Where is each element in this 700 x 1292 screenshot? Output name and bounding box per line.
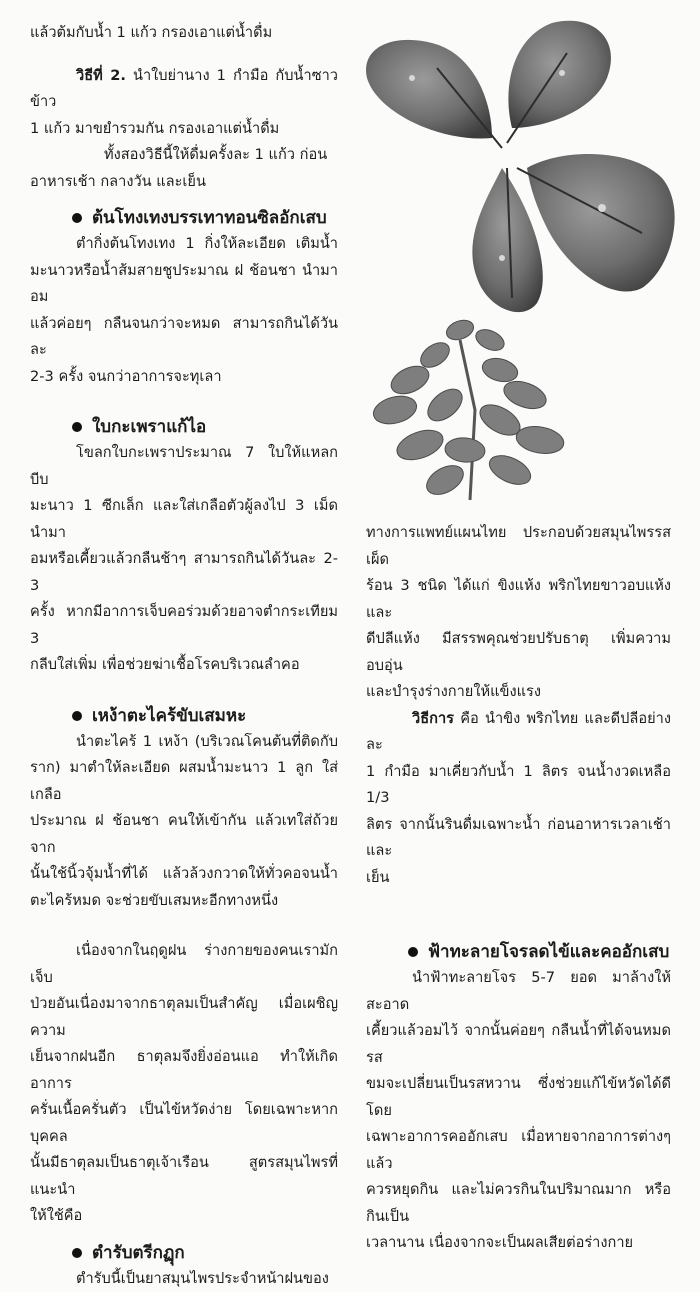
body-line: ครั้ง หากมีอาการเจ็บคอร่วมด้วยอาจตำกระเทียม 3 bbox=[30, 599, 338, 652]
body-line: มะนาว 1 ซีกเล็ก และใส่เกลือตัวผู้ลงไป 3 เม็ด นำมา bbox=[30, 493, 338, 546]
body-line: นำฟ้าทะลายโจร 5-7 ยอด มาล้างให้สะอาด bbox=[366, 965, 671, 1018]
body-line: ขมจะเปลี่ยนเป็นรสหวาน ซึ่งช่วยแก้ไข้หวัดได้ดี โดย bbox=[366, 1071, 671, 1124]
body-line: 2-3 ครั้ง จนกว่าอาการจะทุเลา bbox=[30, 364, 338, 391]
mint-sprig-photo bbox=[350, 300, 590, 515]
method-label: วิธีการ bbox=[412, 710, 454, 727]
basil-leaves-photo bbox=[352, 18, 682, 318]
bullet-icon bbox=[72, 213, 82, 223]
body-line: นั้นมีธาตุลมเป็นธาตุเจ้าเรือน สูตรสมุนไพรที่แนะนำ bbox=[30, 1150, 338, 1203]
body-line: ตะไคร้หมด จะช่วยขับเสมหะอีกทางหนึ่ง bbox=[30, 888, 338, 915]
bullet-icon bbox=[408, 947, 418, 957]
body-line: นั้นใช้นิ้วจุ้มน้ำที่ได้ แล้วล้วงกวาดให้ทั่วคอจนน้ำ bbox=[30, 861, 338, 888]
method-2-line: 1 แก้ว มาขยำรวมกัน กรองเอาแต่น้ำดื่ม bbox=[30, 116, 338, 143]
body-line: เย็น bbox=[366, 865, 671, 892]
intro-line: แล้วต้มกับน้ำ 1 แก้ว กรองเอาแต่น้ำดื่ม bbox=[30, 20, 338, 47]
body-line: ร้อน 3 ชนิด ได้แก่ ขิงแห้ง พริกไทยขาวอบแห้ง และ bbox=[366, 573, 671, 626]
body-line: ประมาณ ฝ ช้อนชา คนให้เข้ากัน แล้วเทใส่ถ้วย จาก bbox=[30, 808, 338, 861]
body-line: ให้ใช้คือ bbox=[30, 1203, 338, 1230]
bullet-icon bbox=[72, 711, 82, 721]
method-line: วิธีการ คือ นำขิง พริกไทย และดีปลีอย่างละ bbox=[366, 706, 671, 759]
bullet-icon bbox=[72, 1248, 82, 1258]
left-column bbox=[30, 20, 338, 1292]
body-line: อมหรือเคี้ยวแล้วกลืนช้าๆ สามารถกินได้วันละ 2-3 bbox=[30, 546, 338, 599]
body-line: ราก) มาตำให้ละเอียด ผสมน้ำมะนาว 1 ลูก ใส่เกลือ bbox=[30, 755, 338, 808]
body-line: เวลานาน เนื่องจากจะเป็นผลเสียต่อร่างกาย bbox=[366, 1230, 671, 1257]
basil-leaf-right bbox=[527, 154, 675, 291]
body-line: เฉพาะอาการคออักเสบ เมื่อหายจากอาการต่างๆ แล้ว bbox=[366, 1124, 671, 1177]
body-line: ป่วยอันเนื่องมาจากธาตุลมเป็นสำคัญ เมื่อเผชิญความ bbox=[30, 991, 338, 1044]
body-line: มะนาวหรือน้ำส้มสายชูประมาณ ฝ ช้อนชา นำมาอม bbox=[30, 258, 338, 311]
body-line: โขลกใบกะเพราประมาณ 7 ใบให้แหลก บีบ bbox=[30, 440, 338, 493]
body-line: ดีปลีแห้ง มีสรรพคุณช่วยปรับธาตุ เพิ่มความอบอุ่น bbox=[366, 626, 671, 679]
section-heading-andrographis: ฟ้าทะลายโจรลดไข้และคออักเสบ bbox=[366, 939, 671, 965]
body-line: เคี้ยวแล้วอมไว้ จากนั้นค่อยๆ กลืนน้ำที่ได้จนหมด รส bbox=[366, 1018, 671, 1071]
basil-leaf-left bbox=[366, 40, 492, 139]
bullet-icon bbox=[72, 422, 82, 432]
body-line: 1 กำมือ มาเคี่ยวกับน้ำ 1 ลิตร จนน้ำงวดเหลือ 1/3 bbox=[366, 759, 671, 812]
body-line: ตำรับนี้เป็นยาสมุนไพรประจำหน้าฝนของ bbox=[30, 1266, 338, 1292]
section-heading-holy-basil: ใบกะเพราแก้ไอ bbox=[30, 414, 338, 440]
body-line: ทางการแพทย์แผนไทย ประกอบด้วยสมุนไพรรสเผ็ด bbox=[366, 520, 671, 573]
section-heading-togteng: ต้นโทงเทงบรรเทาทอนซิลอักเสบ bbox=[30, 205, 338, 231]
method-2-line: อาหารเช้า กลางวัน และเย็น bbox=[30, 169, 338, 196]
section-heading-trikatuk: ตำรับตรีกฏุก bbox=[30, 1240, 338, 1266]
section-heading-lemongrass: เหง้าตะไคร้ขับเสมหะ bbox=[30, 703, 338, 729]
body-line: กลีบใส่เพิ่ม เพื่อช่วยฆ่าเชื้อโรคบริเวณลำคอ bbox=[30, 652, 338, 679]
body-line: ลิตร จากนั้นรินดื่มเฉพาะน้ำ ก่อนอาหารเวลาเช้าและ bbox=[366, 812, 671, 865]
body-line: ควรหยุดกิน และไม่ควรกินในปริมาณมาก หรือกินเป็น bbox=[366, 1177, 671, 1230]
method-2-line: ทั้งสองวิธีนี้ให้ดื่มครั้งละ 1 แก้ว ก่อน bbox=[30, 142, 338, 169]
method-2-line: วิธีที่ 2. นำใบย่านาง 1 กำมือ กับน้ำซาวข้าว bbox=[30, 63, 338, 116]
method-2-label: วิธีที่ 2. bbox=[76, 67, 126, 84]
right-column bbox=[366, 520, 671, 1257]
body-line: และบำรุงร่างกายให้แข็งแรง bbox=[366, 679, 671, 706]
body-line: แล้วค่อยๆ กลืนจนกว่าจะหมด สามารถกินได้วันละ bbox=[30, 311, 338, 364]
body-line: ตำกิ่งต้นโทงเทง 1 กิ่งให้ละเอียด เติมน้ำ bbox=[30, 231, 338, 258]
body-line: เนื่องจากในฤดูฝน ร่างกายของคนเรามักเจ็บ bbox=[30, 938, 338, 991]
body-line: ครั่นเนื้อครั่นตัว เป็นไข้หวัดง่าย โดยเฉพาะหากบุคคล bbox=[30, 1097, 338, 1150]
body-line: เย็นจากฝนอีก ธาตุลมจึงยิ่งอ่อนแอ ทำให้เกิดอาการ bbox=[30, 1044, 338, 1097]
body-line: นำตะไคร้ 1 เหง้า (บริเวณโคนต้นที่ติดกับ bbox=[30, 729, 338, 756]
